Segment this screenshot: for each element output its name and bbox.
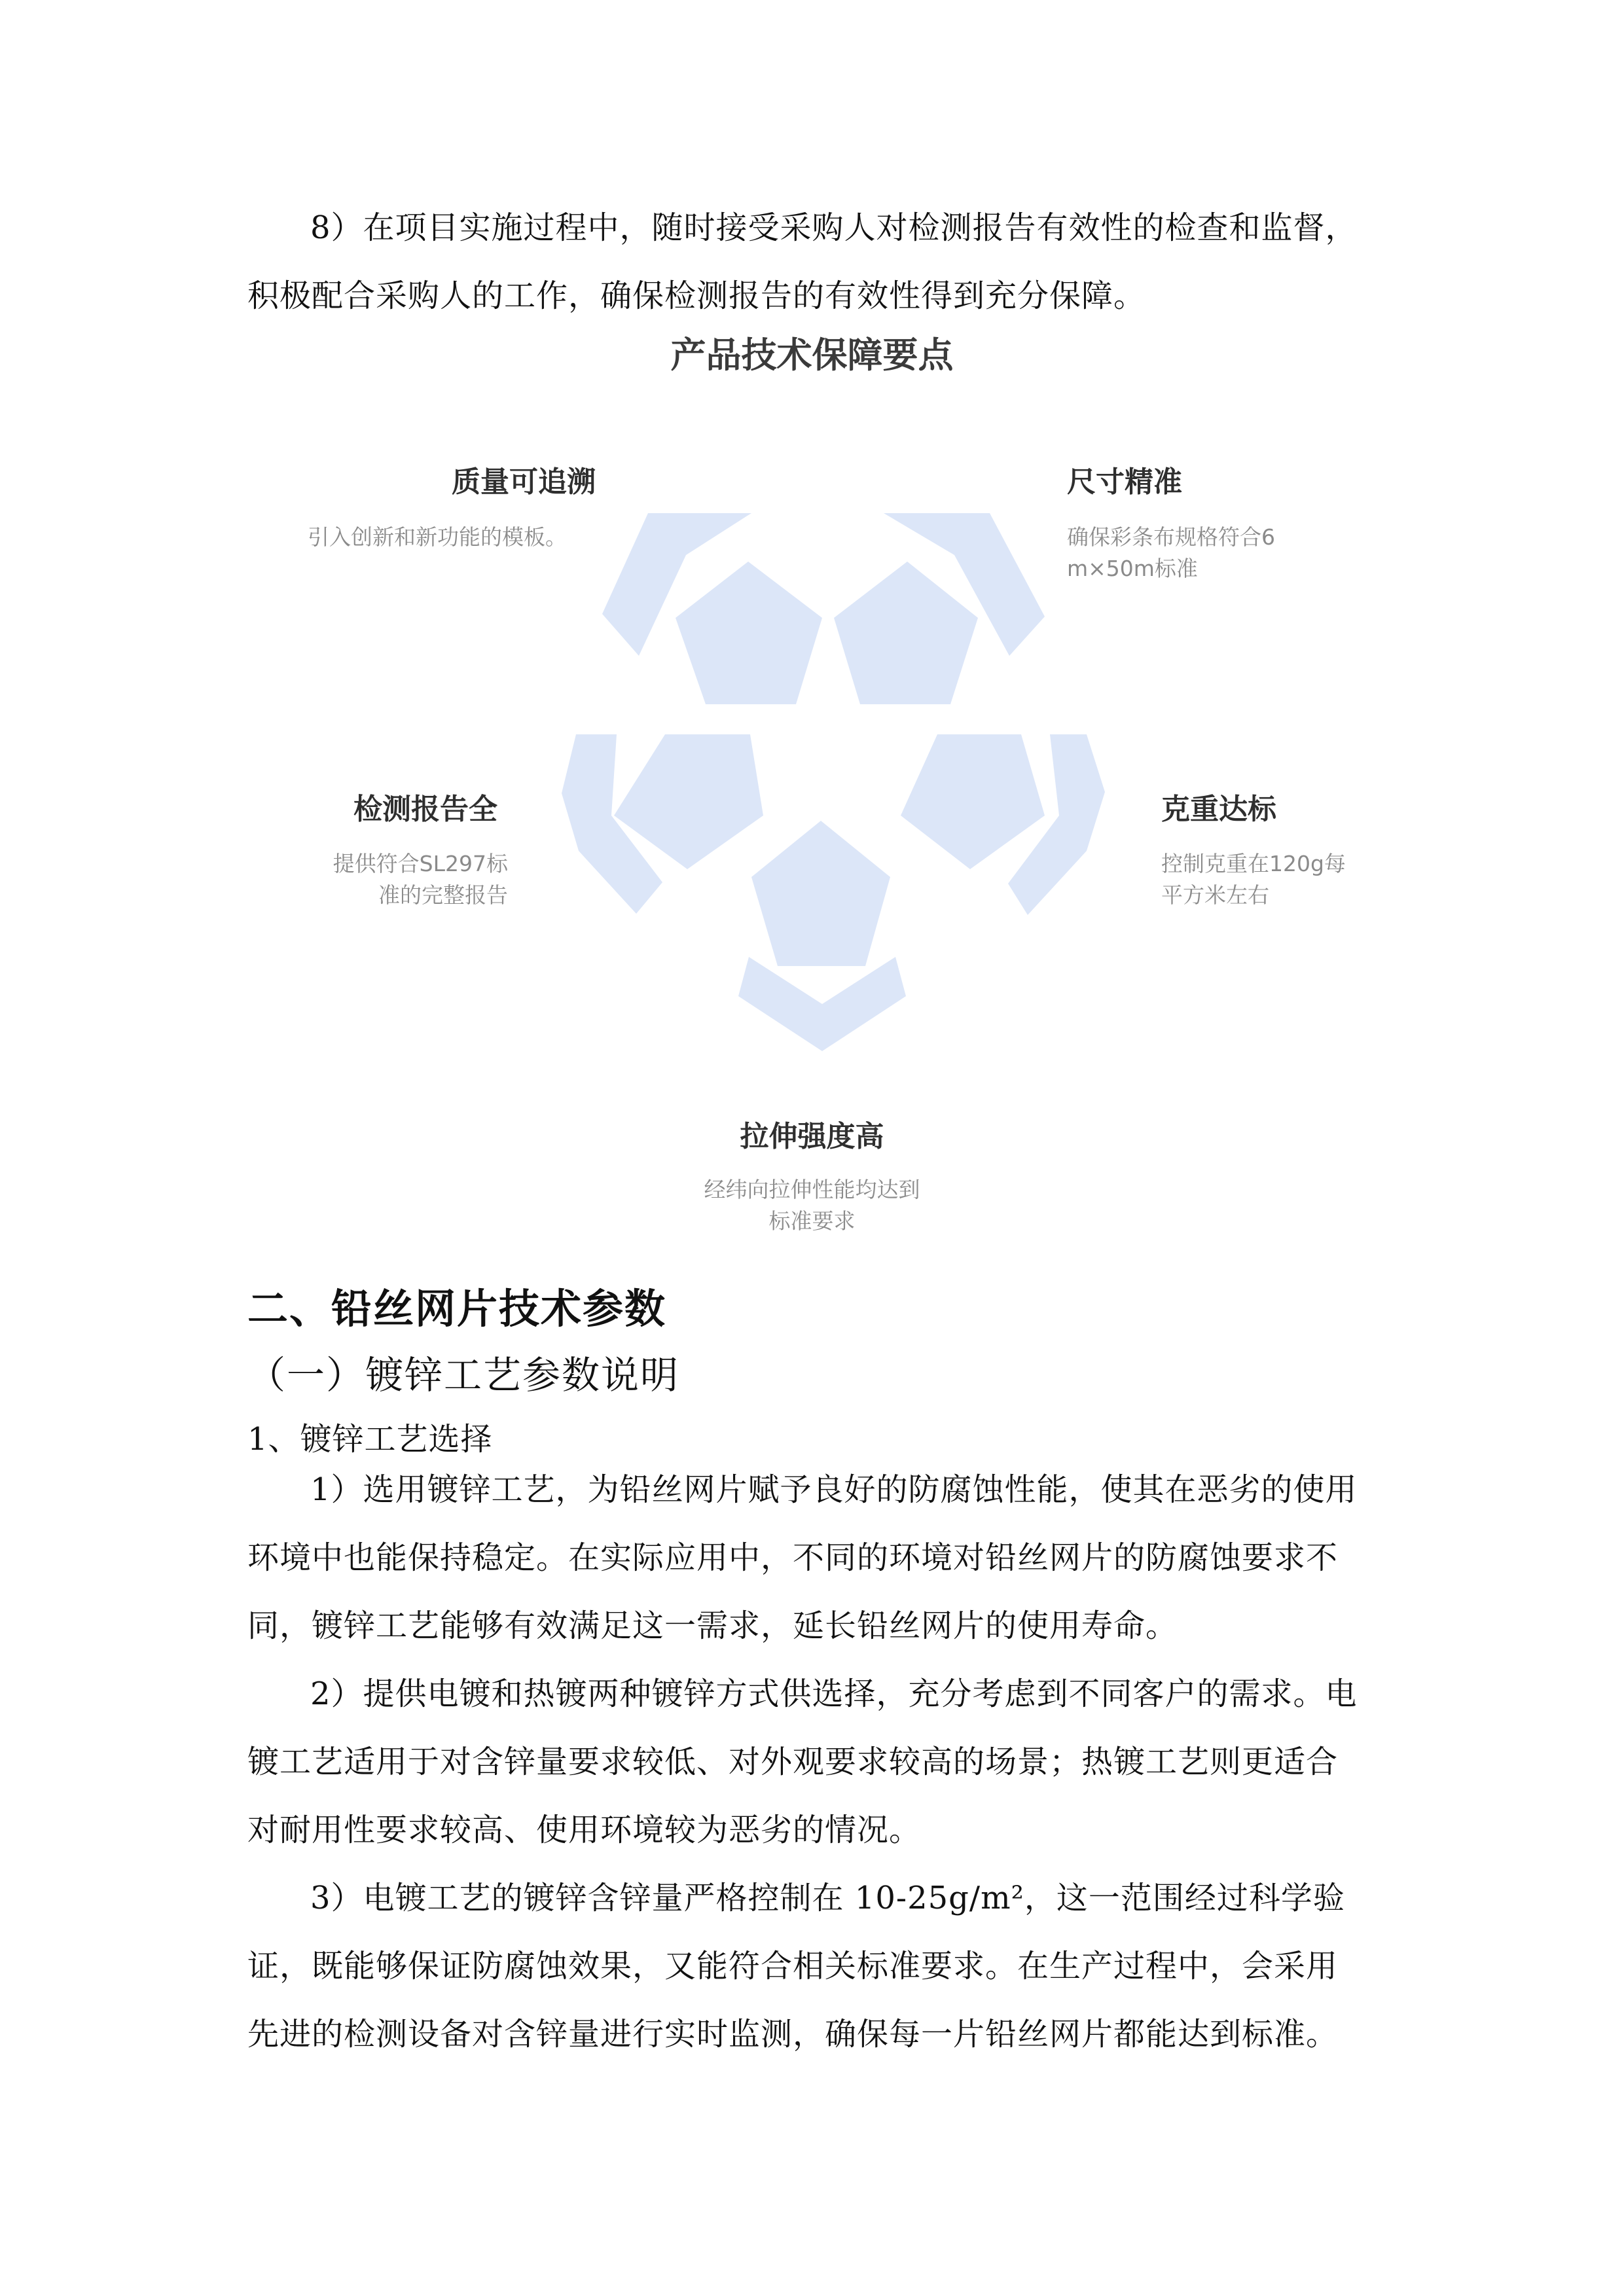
point-title: 检测报告全	[353, 793, 497, 826]
paragraph-line: 环境中也能保持稳定。在实际应用中，不同的环境对铅丝网片的防腐蚀要求不	[247, 1539, 1339, 1576]
pentagon-shape	[751, 821, 890, 966]
pentagon-shape	[676, 562, 822, 704]
point-desc-line: 确保彩条布规格符合6	[1067, 524, 1275, 550]
point-desc	[308, 522, 567, 553]
paragraph-line: 先进的检测设备对含锌量进行实时监测，确保每一片铅丝网片都能达到标准。	[247, 2016, 1339, 2053]
section-subsubheading: 1、镀锌工艺选择	[247, 1421, 493, 1458]
intro-line: 积极配合采购人的工作，确保检测报告的有效性得到充分保障。	[247, 278, 1146, 314]
body-paragraph	[247, 1864, 1377, 2068]
paragraph-line: 镀工艺适用于对含锌量要求较低、对外观要求较高的场景；热镀工艺则更适合	[247, 1744, 1339, 1780]
body-paragraph	[247, 1660, 1377, 1864]
chevron-shape	[738, 957, 906, 1051]
pentagon-shape	[834, 562, 978, 704]
point-desc-line: 平方米左右	[1161, 882, 1269, 908]
section-subheading: （一）镀锌工艺参数说明	[247, 1353, 680, 1397]
point-desc	[0, 1174, 1624, 1237]
section-heading: 二、铅丝网片技术参数	[247, 1285, 667, 1333]
point-desc	[1161, 848, 1346, 911]
paragraph-line: 对耐用性要求较高、使用环境较为恶劣的情况。	[247, 1812, 922, 1848]
point-title: 质量可追溯	[452, 465, 596, 499]
paragraph-line: 同，镀锌工艺能够有效满足这一需求，延长铅丝网片的使用寿命。	[247, 1607, 1178, 1644]
point-title: 克重达标	[1161, 793, 1276, 826]
body-paragraph	[247, 1456, 1377, 1660]
pentagon-shape	[901, 734, 1045, 869]
point-desc-line: 经纬向拉伸性能均达到	[704, 1177, 920, 1202]
point-title: 尺寸精准	[1067, 465, 1182, 499]
point-desc	[268, 848, 508, 911]
point-desc	[1067, 522, 1275, 584]
point-title: 拉伸强度高	[740, 1120, 884, 1153]
diagram-title: 产品技术保障要点	[670, 334, 954, 376]
paragraph-line: 1）选用镀锌工艺，为铅丝网片赋予良好的防腐蚀性能，使其在恶劣的使用	[310, 1471, 1358, 1508]
paragraph-line: 2）提供电镀和热镀两种镀锌方式供选择，充分考虑到不同客户的需求。电	[310, 1676, 1358, 1712]
point-desc-line: 标准要求	[768, 1208, 856, 1234]
paragraph-line: 证，既能够保证防腐蚀效果，又能符合相关标准要求。在生产过程中，会采用	[247, 1948, 1339, 1984]
point-desc-line: 准的完整报告	[378, 882, 508, 908]
point-desc-line: 控制克重在120g每	[1161, 851, 1346, 876]
intro-line: 8）在项目实施过程中，随时接受采购人对检测报告有效性的检查和监督，	[310, 209, 1358, 246]
point-desc-line: 提供符合SL297标	[333, 851, 508, 876]
paragraph-line: 3）电镀工艺的镀锌含锌量严格控制在 10-25g/m²，这一范围经过科学验	[310, 1880, 1345, 1916]
point-desc-line: 引入创新和新功能的模板。	[308, 524, 567, 550]
point-desc-line: m×50m标准	[1067, 556, 1198, 581]
